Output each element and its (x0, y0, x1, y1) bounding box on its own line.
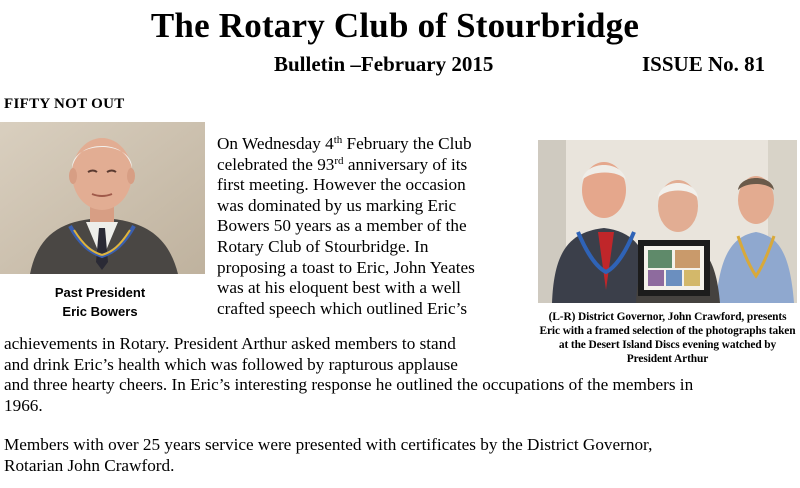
intro-line: celebrated the 93rd anniversary of its (217, 154, 468, 174)
intro-line: was at his eloquent best with a well (217, 278, 461, 298)
body-line: and three hearty cheers. In Eric’s interesting response he outlined the occupations of the members in (4, 375, 694, 395)
photo2-caption: (L-R) District Governor, John Crawford, presents Eric with a framed selection of the photographs taken at the Desert Island Discs evening watched by President Arthur (539, 311, 796, 365)
intro-line: first meeting. However the occasion (217, 175, 466, 195)
eric-bowers-photo (0, 122, 205, 274)
intro-line: crafted speech which outlined Eric’s (217, 298, 468, 318)
photo1-caption (0, 283, 200, 321)
bulletin-date: Bulletin –February 2015 (274, 52, 494, 76)
intro-line: was dominated by us marking Eric (217, 195, 457, 215)
body-line: and drink Eric’s health which was followed by rapturous applause (4, 354, 458, 374)
portrait-illustration (0, 122, 205, 274)
bulletin-title: The Rotary Club of Stourbridge (150, 6, 640, 45)
issue-number: ISSUE No. 81 (642, 52, 766, 76)
intro-line: proposing a toast to Eric, John Yeates (217, 257, 475, 277)
article-paragraph-2 (4, 435, 652, 476)
caption-line: Eric Bowers (62, 304, 138, 319)
body-line: 1966. (4, 395, 43, 415)
group-illustration (538, 140, 797, 303)
body-line: Members with over 25 years service were presented with certificates by the District Governor, (4, 435, 653, 454)
intro-line: On Wednesday 4th February the Club (217, 134, 472, 153)
intro-line: Bowers 50 years as a member of the (217, 216, 467, 236)
body-line: achievements in Rotary. President Arthur asked members to stand (4, 334, 456, 353)
body-line: Rotarian John Crawford. (4, 455, 175, 475)
presentation-photo (538, 140, 797, 303)
article-heading: FIFTY NOT OUT (4, 96, 125, 112)
article-intro (217, 134, 475, 319)
article-continuation (4, 334, 693, 416)
intro-line: Rotary Club of Stourbridge. In (217, 236, 429, 256)
caption-line: Past President (54, 285, 146, 300)
